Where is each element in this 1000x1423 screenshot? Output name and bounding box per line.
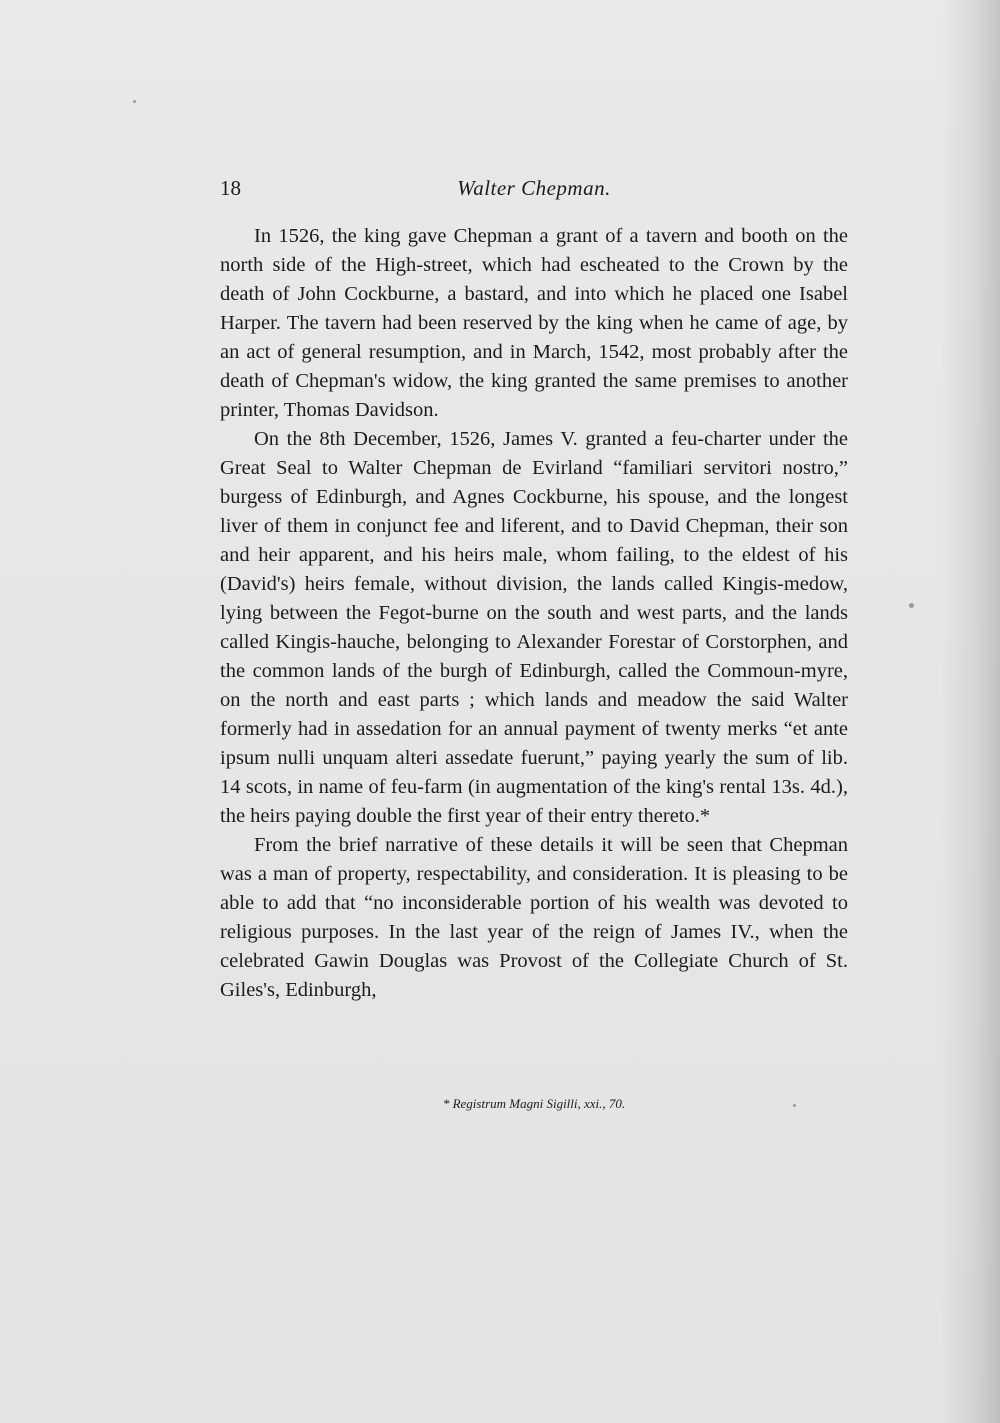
paragraph-narrative: From the brief narrative of these details it will be seen that Chepman was a man of property, respectability, and consideration. It is pleasing to be able to add that “no inconsiderable portion of his wealth was devoted to religious purposes. In the last year of the reign of James IV., when the celebrated Gawin Douglas was Provost of the Collegiate Church of St. Giles's, Edinburgh, — [220, 834, 848, 1001]
body-text — [220, 222, 848, 1005]
paper-speck — [793, 1104, 796, 1107]
paper-speck — [909, 603, 914, 608]
page-header — [220, 176, 848, 212]
paragraph-tavern-grant: In 1526, the king gave Chepman a grant of a tavern and booth on the north side of the High-street, which had escheated to the Crown by the death of John Cockburne, a bastard, and into which he placed one Isabel Harper. The tavern had been reserved by the king when he came of age, by an act of general resumption, and in March, 1542, most probably after the death of Chepman's widow, the king granted the same premises to another printer, Thomas Davidson. — [220, 225, 848, 421]
paragraph-feu-charter: On the 8th December, 1526, James V. granted a feu-charter under the Great Seal to Walter Chepman de Evirland “familiari servitori nostro,” burgess of Edinburgh, and Agnes Cockburne, his spouse, and the longest liver of them in conjunct fee and liferent, and to David Chepman, their son and heir apparent, and his heirs male, whom failing, to the eldest of his (David's) heirs female, without division, the lands called Kingis-medow, lying between the Fegot-burne on the south and west parts, and the lands called Kingis-hauche, belonging to Alexander Forestar of Corstorphen, and the common lands of the burgh of Edinburgh, called the Commoun-myre, on the north and east parts ; which lands and meadow the said Walter formerly had in assedation for an annual payment of twenty merks “et ante ipsum nulli unquam alteri assedate fuerunt,” paying yearly the sum of lib. 14 scots, in name of feu-farm (in augmentation of the king's rental 13s. 4d.), the heirs paying double the first year of their entry thereto.* — [220, 428, 848, 827]
footnote: * Registrum Magni Sigilli, xxi., 70. — [442, 1096, 626, 1111]
page-number: 18 — [220, 176, 241, 200]
paper-speck — [133, 100, 136, 103]
running-title: Walter Chepman. — [457, 176, 611, 200]
